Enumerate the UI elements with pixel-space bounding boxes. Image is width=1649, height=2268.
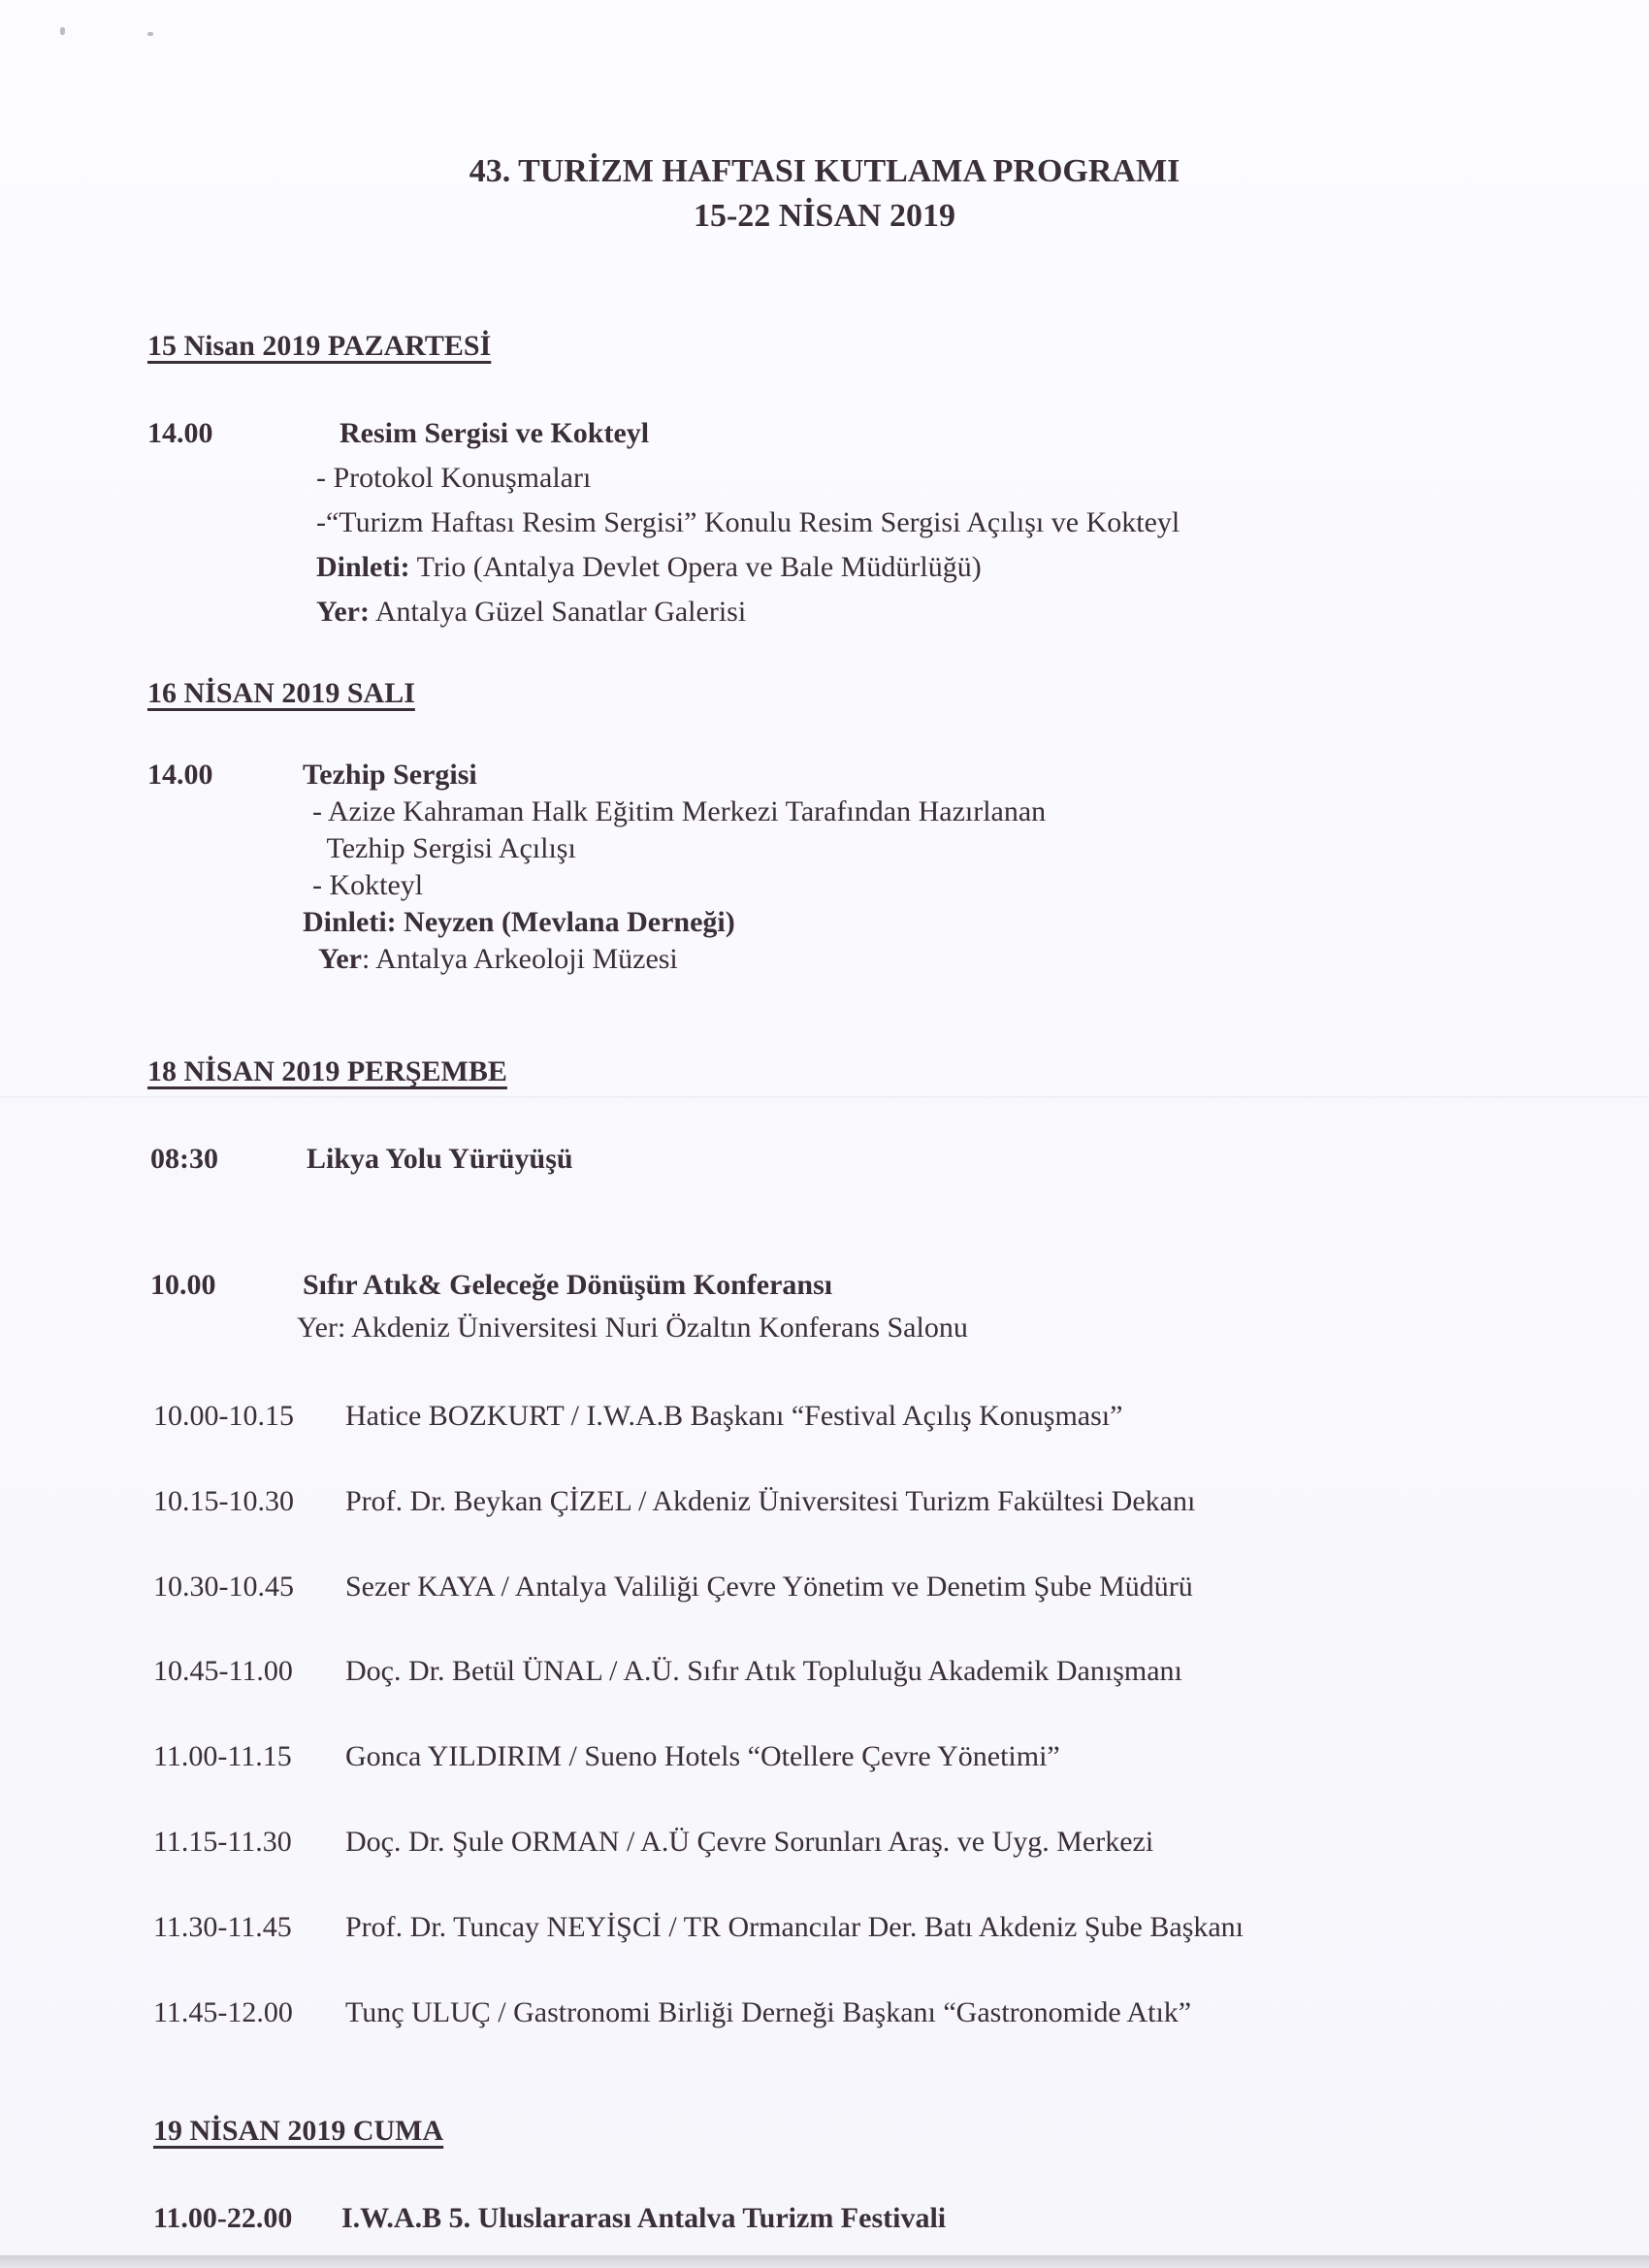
event-title: I.W.A.B 5. Uluslararası Antalva Turizm Festivali bbox=[341, 2202, 947, 2234]
event-performance bbox=[316, 553, 982, 582]
session-speaker: Tunç ULUÇ / Gastronomi Birliği Derneği Başkanı “Gastronomide Atık” bbox=[345, 1996, 1192, 2028]
day-heading-16-april: 16 NİSAN 2019 SALI bbox=[147, 677, 415, 709]
day-heading-15-april: 15 Nisan 2019 PAZARTESİ bbox=[147, 330, 492, 362]
document-title: 43. TURİZM HAFTASI KUTLAMA PROGRAMI bbox=[469, 153, 1180, 189]
session-speaker: Gonca YILDIRIM / Sueno Hotels “Otellere Çevre Yönetimi” bbox=[345, 1740, 1060, 1772]
event-location: Yer: Akdeniz Üniversitesi Nuri Özaltın Konferans Salonu bbox=[297, 1312, 968, 1344]
event-time: 14.00 bbox=[147, 417, 213, 449]
event-detail-line: - Protokol Konuşmaları bbox=[316, 462, 592, 494]
location-label: Yer: bbox=[316, 596, 370, 628]
performance-label: Dinleti: bbox=[316, 551, 410, 583]
scan-speck bbox=[147, 32, 153, 36]
event-detail-line: - Azize Kahraman Halk Eğitim Merkezi Tarafından Hazırlanan bbox=[312, 795, 1047, 827]
session-time: 11.45-12.00 bbox=[153, 1996, 293, 2028]
session-speaker: Prof. Dr. Tuncay NEYİŞCİ / TR Ormancılar Der. Batı Akdeniz Şube Başkanı bbox=[345, 1911, 1245, 1943]
event-time: 11.00-22.00 bbox=[153, 2202, 293, 2234]
event-time: 08:30 bbox=[150, 1143, 218, 1175]
document-subtitle: 15-22 NİSAN 2019 bbox=[693, 198, 956, 234]
session-speaker: Prof. Dr. Beykan ÇİZEL / Akdeniz Üniversitesi Turizm Fakültesi Dekanı bbox=[345, 1485, 1196, 1517]
event-title: Resim Sergisi ve Kokteyl bbox=[340, 417, 650, 449]
session-speaker: Doç. Dr. Şule ORMAN / A.Ü Çevre Sorunları Araş. ve Uyg. Merkezi bbox=[345, 1826, 1154, 1858]
scan-speck bbox=[60, 27, 65, 35]
performance-value: Trio (Antalya Devlet Opera ve Bale Müdürlüğü) bbox=[409, 551, 982, 583]
event-detail-line: Tezhip Sergisi Açılışı bbox=[312, 832, 576, 864]
event-detail-line: -“Turizm Haftası Resim Sergisi” Konulu Resim Sergisi Açılışı ve Kokteyl bbox=[316, 506, 1180, 538]
event-title: Tezhip Sergisi bbox=[303, 759, 477, 791]
session-speaker: Hatice BOZKURT / I.W.A.B Başkanı “Festival Açılış Konuşması” bbox=[345, 1400, 1123, 1432]
event-detail-line: - Kokteyl bbox=[312, 869, 424, 901]
event-location bbox=[316, 598, 746, 627]
event-title: Sıfır Atık& Geleceğe Dönüşüm Konferansı bbox=[303, 1269, 833, 1301]
day-heading-18-april: 18 NİSAN 2019 PERŞEMBE bbox=[147, 1055, 507, 1087]
event-time: 14.00 bbox=[147, 759, 213, 791]
session-time: 10.15-10.30 bbox=[153, 1485, 294, 1517]
session-speaker: Doç. Dr. Betül ÜNAL / A.Ü. Sıfır Atık Topluluğu Akademik Danışmanı bbox=[345, 1655, 1182, 1687]
paper-fold bbox=[0, 1096, 1649, 1098]
event-performance: Dinleti: Neyzen (Mevlana Derneği) bbox=[303, 906, 735, 938]
scan-bottom-edge bbox=[0, 2255, 1649, 2268]
day-heading-19-april: 19 NİSAN 2019 CUMA bbox=[153, 2115, 444, 2147]
session-time: 10.30-10.45 bbox=[153, 1571, 294, 1603]
location-value: Antalya Güzel Sanatlar Galerisi bbox=[369, 596, 747, 628]
session-speaker: Sezer KAYA / Antalya Valiliği Çevre Yönetim ve Denetim Şube Müdürü bbox=[345, 1571, 1193, 1603]
location-label: Yer bbox=[318, 943, 362, 975]
session-time: 11.00-11.15 bbox=[153, 1740, 292, 1772]
event-title: Likya Yolu Yürüyüşü bbox=[307, 1143, 573, 1175]
session-time: 10.45-11.00 bbox=[153, 1655, 293, 1687]
location-value: : Antalya Arkeoloji Müzesi bbox=[361, 943, 678, 975]
session-time: 10.00-10.15 bbox=[153, 1400, 294, 1432]
session-time: 11.30-11.45 bbox=[153, 1911, 292, 1943]
session-time: 11.15-11.30 bbox=[153, 1826, 292, 1858]
event-location bbox=[318, 945, 678, 974]
event-time: 10.00 bbox=[150, 1269, 216, 1301]
